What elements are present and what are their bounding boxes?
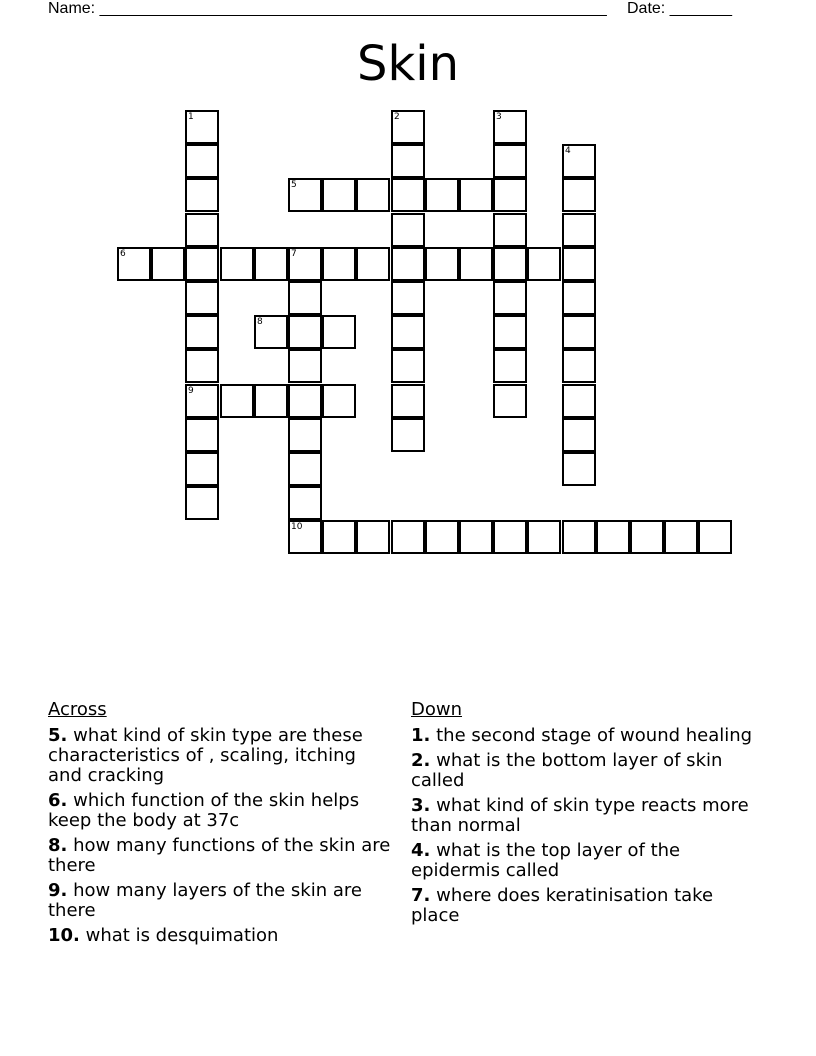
clue-number: 8.: [48, 835, 68, 856]
cell-number: 3: [496, 112, 502, 122]
grid-cell[interactable]: [220, 247, 254, 281]
grid-cell[interactable]: [562, 178, 596, 212]
grid-cell[interactable]: [288, 178, 322, 212]
cell-number: 1: [188, 112, 194, 122]
grid-cell[interactable]: [185, 247, 219, 281]
grid-cell[interactable]: [185, 418, 219, 452]
grid-cell[interactable]: [185, 384, 219, 418]
cell-number: 2: [394, 112, 400, 122]
clue-text: what is the bottom layer of skin called: [411, 750, 723, 791]
grid-cell[interactable]: [254, 247, 288, 281]
clue-text: what is the top layer of the epidermis called: [411, 840, 681, 881]
cell-number: 9: [188, 386, 194, 396]
clue-text: where does keratinisation take place: [411, 885, 714, 926]
grid-cell[interactable]: [322, 178, 356, 212]
grid-cell[interactable]: [493, 178, 527, 212]
date-field-label: Date: _______: [627, 0, 732, 17]
grid-cell[interactable]: [356, 520, 390, 554]
down-clue: [411, 726, 756, 746]
clue-text: what kind of skin type are these characteristics of , scaling, itching and cracking: [48, 725, 363, 786]
clue-text: how many functions of the skin are there: [48, 835, 391, 876]
grid-cell[interactable]: [425, 178, 459, 212]
cell-number: 8: [257, 317, 263, 327]
clue-text: the second stage of wound healing: [436, 725, 753, 746]
grid-cell[interactable]: [288, 452, 322, 486]
grid-cell[interactable]: [562, 213, 596, 247]
cell-number: 5: [291, 180, 297, 190]
clue-number: 6.: [48, 790, 68, 811]
grid-cell[interactable]: [288, 384, 322, 418]
grid-cell[interactable]: [391, 178, 425, 212]
grid-cell[interactable]: [288, 520, 322, 554]
clue-text: which function of the skin helps keep the body at 37c: [48, 790, 360, 831]
grid-cell[interactable]: [391, 349, 425, 383]
grid-cell[interactable]: [493, 247, 527, 281]
grid-cell[interactable]: [356, 247, 390, 281]
grid-cell[interactable]: [220, 384, 254, 418]
down-clues: [411, 700, 756, 931]
clue-text: what kind of skin type reacts more than normal: [411, 795, 749, 836]
grid-cell[interactable]: [322, 384, 356, 418]
grid-cell[interactable]: [356, 178, 390, 212]
across-clue: [48, 926, 393, 946]
grid-cell[interactable]: [493, 110, 527, 144]
grid-cell[interactable]: [185, 110, 219, 144]
grid-cell[interactable]: [185, 349, 219, 383]
grid-cell[interactable]: [288, 418, 322, 452]
grid-cell[interactable]: [459, 247, 493, 281]
cell-number: 6: [120, 249, 126, 259]
grid-cell[interactable]: [493, 315, 527, 349]
down-clue: [411, 841, 756, 881]
grid-cell[interactable]: [254, 384, 288, 418]
grid-cell[interactable]: [288, 486, 322, 520]
grid-cell[interactable]: [322, 315, 356, 349]
grid-cell[interactable]: [562, 520, 596, 554]
grid-cell[interactable]: [185, 144, 219, 178]
grid-cell[interactable]: [185, 452, 219, 486]
clue-number: 5.: [48, 725, 68, 746]
grid-cell[interactable]: [562, 144, 596, 178]
grid-cell[interactable]: [391, 144, 425, 178]
grid-cell[interactable]: [493, 213, 527, 247]
grid-cell[interactable]: [493, 384, 527, 418]
grid-cell[interactable]: [185, 315, 219, 349]
grid-cell[interactable]: [459, 520, 493, 554]
grid-cell[interactable]: [391, 247, 425, 281]
down-clue: [411, 886, 756, 926]
clue-number: 1.: [411, 725, 431, 746]
down-clue: [411, 796, 756, 836]
across-clues: [48, 700, 393, 951]
clue-number: 10.: [48, 925, 80, 946]
grid-cell[interactable]: [322, 247, 356, 281]
cell-number: 4: [565, 146, 571, 156]
grid-cell[interactable]: [288, 349, 322, 383]
grid-cell[interactable]: [527, 247, 561, 281]
clue-number: 3.: [411, 795, 431, 816]
grid-cell[interactable]: [185, 213, 219, 247]
cell-number: 10: [291, 522, 303, 532]
grid-cell[interactable]: [391, 315, 425, 349]
grid-cell[interactable]: [117, 247, 151, 281]
grid-cell[interactable]: [493, 144, 527, 178]
grid-cell[interactable]: [322, 520, 356, 554]
across-clue: [48, 791, 393, 831]
grid-cell[interactable]: [391, 281, 425, 315]
grid-cell[interactable]: [698, 520, 732, 554]
grid-cell[interactable]: [185, 178, 219, 212]
grid-cell[interactable]: [493, 520, 527, 554]
clue-number: 2.: [411, 750, 431, 771]
grid-cell[interactable]: [425, 520, 459, 554]
grid-cell[interactable]: [391, 520, 425, 554]
grid-cell[interactable]: [630, 520, 664, 554]
down-clue: [411, 751, 756, 791]
grid-cell[interactable]: [493, 349, 527, 383]
grid-cell[interactable]: [562, 247, 596, 281]
grid-cell[interactable]: [562, 384, 596, 418]
grid-cell[interactable]: [391, 110, 425, 144]
down-heading: Down: [411, 699, 463, 720]
clue-text: what is desquimation: [85, 925, 279, 946]
grid-cell[interactable]: [288, 247, 322, 281]
grid-cell[interactable]: [391, 213, 425, 247]
across-clue: [48, 726, 393, 786]
grid-cell[interactable]: [527, 520, 561, 554]
grid-cell[interactable]: [254, 315, 288, 349]
grid-cell[interactable]: [493, 281, 527, 315]
grid-cell[interactable]: [562, 349, 596, 383]
clue-text: how many layers of the skin are there: [48, 880, 362, 921]
grid-cell[interactable]: [425, 247, 459, 281]
clue-number: 9.: [48, 880, 68, 901]
grid-cell[interactable]: [391, 384, 425, 418]
across-heading: Across: [48, 699, 107, 720]
across-clue: [48, 881, 393, 921]
grid-cell[interactable]: [562, 315, 596, 349]
clue-number: 4.: [411, 840, 431, 861]
grid-cell[interactable]: [151, 247, 185, 281]
grid-cell[interactable]: [562, 452, 596, 486]
grid-cell[interactable]: [288, 281, 322, 315]
name-field-label: Name: _________________________________________________________: [48, 0, 607, 17]
clue-number: 7.: [411, 885, 431, 906]
cell-number: 7: [291, 249, 297, 259]
across-clue: [48, 836, 393, 876]
grid-cell[interactable]: [391, 418, 425, 452]
grid-cell[interactable]: [185, 486, 219, 520]
page-title: Skin: [356, 36, 460, 92]
grid-cell[interactable]: [288, 315, 322, 349]
grid-cell[interactable]: [596, 520, 630, 554]
grid-cell[interactable]: [562, 418, 596, 452]
grid-cell[interactable]: [664, 520, 698, 554]
grid-cell[interactable]: [185, 281, 219, 315]
grid-cell[interactable]: [459, 178, 493, 212]
grid-cell[interactable]: [562, 281, 596, 315]
